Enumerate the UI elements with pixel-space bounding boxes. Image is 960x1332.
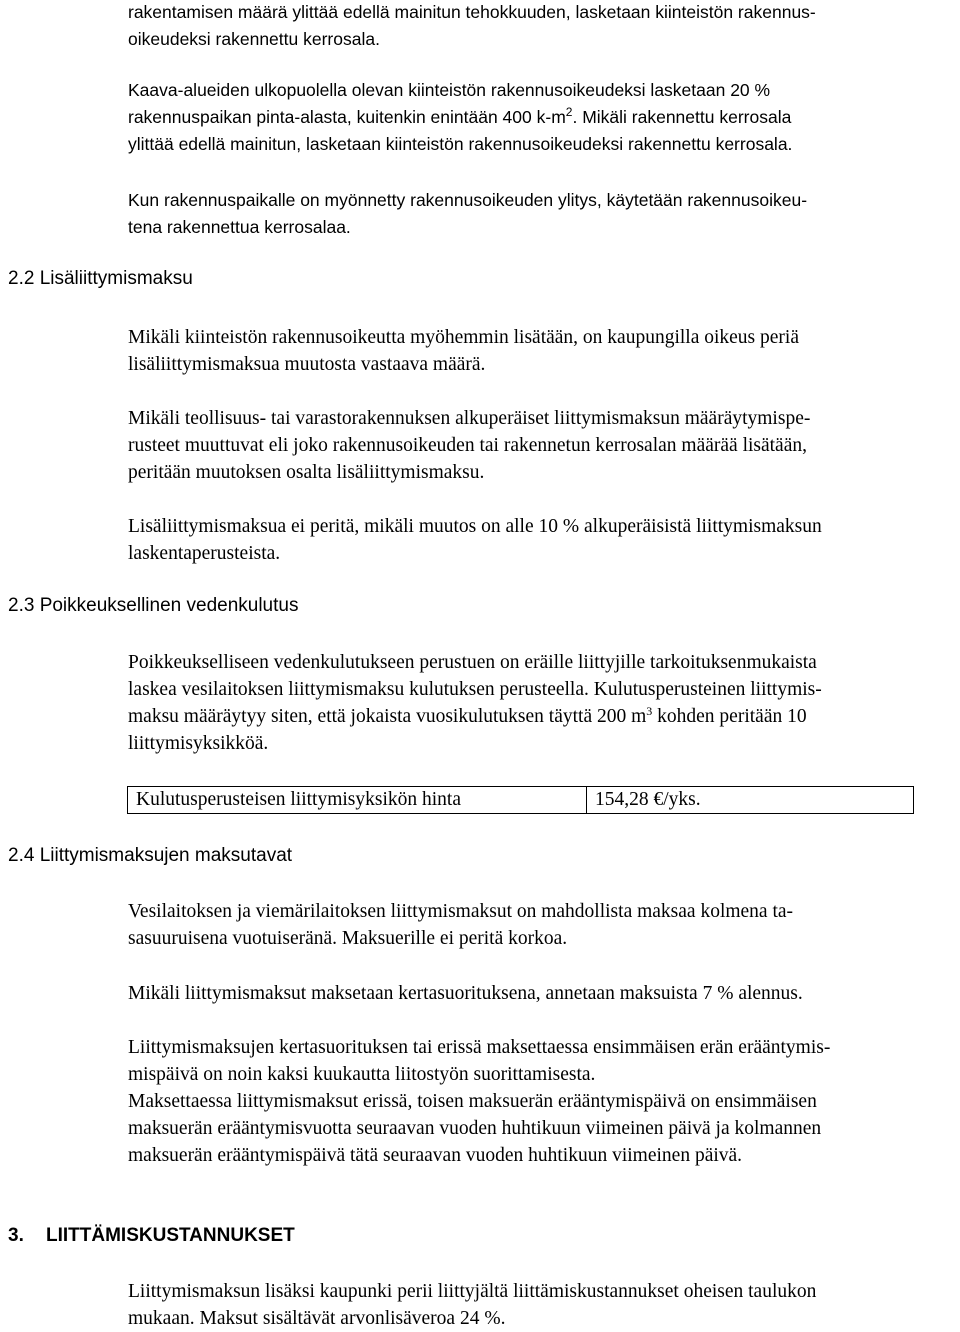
heading-section-2-3: 2.3 Poikkeuksellinen vedenkulutus xyxy=(8,595,299,616)
unit-price-table xyxy=(127,786,914,814)
unit-price-label: Kulutusperusteisen liittymisyksikön hinta xyxy=(128,787,587,813)
paragraph-2-2-third: Lisäliittymismaksua ei peritä, mikäli muutos on alle 10 % alkuperäisistä liittymismaksun laskentaperusteista. xyxy=(128,516,822,564)
paragraph-line-with-superscript: maksu määräytyy siten, että jokaista vuosikulutuksen täyttä 200 $m^3$ kohden peritään 10 xyxy=(128,704,807,727)
section-title: LIITTÄMISKUSTANNUKSET xyxy=(46,1225,295,1246)
unit-price-value: 154,28 €/yks. xyxy=(595,789,701,810)
heading-section-3 xyxy=(8,1225,295,1247)
paragraph-2-2-second: Mikäli teollisuus- tai varastorakennuksen alkuperäiset liittymismaksun määräytymispe- rusteet muuttuvat eli joko rakennusoikeuden tai rakennetun kerrosalan määrää lisätään, peritään muutoksen osalta lisäliittymismaksu. xyxy=(128,408,811,483)
paragraph-2-2-first: Mikäli kiinteistön rakennusoikeutta myöhemmin lisätään, on kaupungilla oikeus periä lisäliittymismaksua muutosta vastaava määrä. xyxy=(128,327,799,375)
paragraph-continuation: rakentamisen määrä ylittää edellä mainitun tehokkuuden, lasketaan kiinteistön rakennus- oikeudeksi rakennettu kerrosala. xyxy=(128,2,816,49)
paragraph-3: Liittymismaksun lisäksi kaupunki perii liittyjältä liittämiskustannukset oheisen taulukon mukaan. Maksut sisältävät arvonlisäveroa 24 %. xyxy=(128,1281,817,1329)
paragraph-exceeded-right: Kun rakennuspaikalle on myönnetty rakennusoikeuden ylitys, käytetään rakennusoikeu- tena rakennettua kerrosalaa. xyxy=(128,190,808,237)
paragraph-2-4-first: Vesilaitoksen ja viemärilaitoksen liittymismaksut on mahdollista maksaa kolmena ta- sasuuruisena vuotuiseränä. Maksuerille ei peritä korkoa. xyxy=(128,901,794,949)
paragraph-2-4-second: Mikäli liittymismaksut maksetaan kertasuorituksena, annetaan maksuista 7 % alennus. xyxy=(128,983,803,1004)
heading-section-2-2: 2.2 Lisäliittymismaksu xyxy=(8,268,193,289)
paragraph-outside-plan: Kaava-alueiden ulkopuolella olevan kiinteistön rakennusoikeudeksi lasketaan 20 % rakennuspaikan pinta-alasta, kuitenkin enintään 400 $k-m^2$. Mikäli rakennettu kerrosala ylittää edellä mainitun, lasketaan kiinteistön rakennusoikeudeksi rakennettu kerrosala. xyxy=(128,77,958,158)
paragraph-line-with-superscript: rakennuspaikan pinta-alasta, kuitenkin enintään 400 $k-m^2$. Mikäli rakennettu kerrosala xyxy=(128,105,792,127)
heading-section-2-4: 2.4 Liittymismaksujen maksutavat xyxy=(8,845,293,866)
paragraph-2-3: Poikkeukselliseen vedenkulutukseen perustuen on eräille liittyjille tarkoituksenmukaista laskea vesilaitoksen liittymismaksu kulutuksen perusteella. Kulutusperusteinen liittymis- maksu määräytyy siten, että jokaista vuosikulutuksen täyttä 200 $m^3$ kohden peritään 10 liittymisyksikköä. xyxy=(128,649,958,757)
paragraph-2-4-third: Liittymismaksujen kertasuorituksen tai erissä maksettaessa ensimmäisen erän erääntymis- mispäivä on noin kaksi kuukautta liitostyön suorittamisesta. Maksettaessa liittymismaksut erissä, toisen maksuerän erääntymispäivä on ensimmäisen maksuerän erääntymisvuotta seuraavan vuoden huhtikuun viimeinen päivä ja kolmannen maksuerän erääntymispäivä tätä seuraavan vuoden huhtikuun viimeinen päivä. xyxy=(128,1037,831,1166)
section-number: 3. xyxy=(8,1225,24,1246)
